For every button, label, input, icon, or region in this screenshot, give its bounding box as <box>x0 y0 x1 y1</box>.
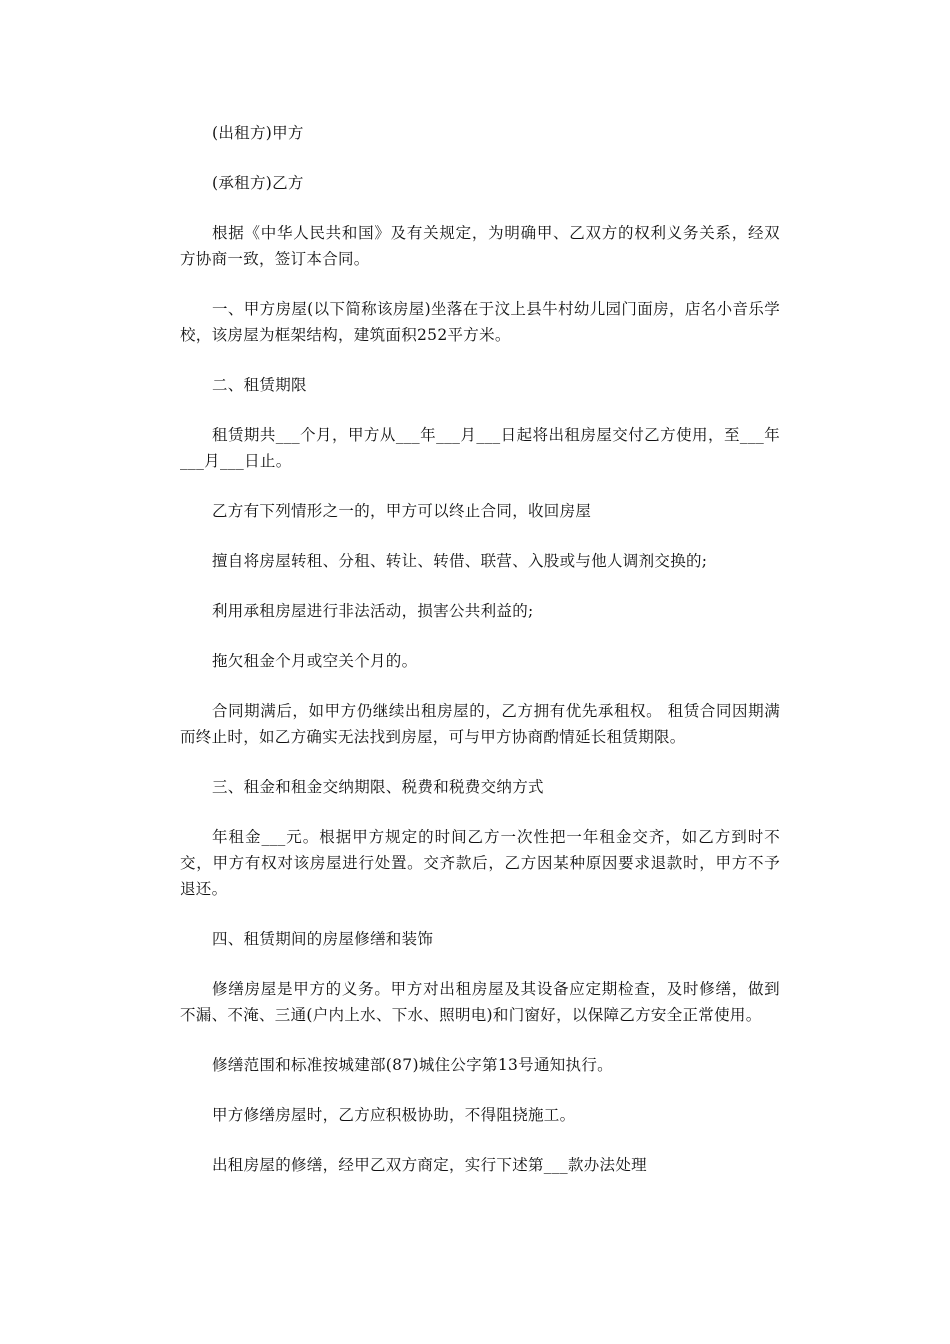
repair-duty-paragraph: 修缮房屋是甲方的义务。甲方对出租房屋及其设备应定期检查，及时修缮，做到不漏、不淹、三通(户内上水、下水、照明电)和门窗好，以保障乙方安全正常使用。 <box>180 980 780 1024</box>
lease-term-paragraph: 租赁期共___个月，甲方从___年___月___日起将出租房屋交付乙方使用，至___年___月___日止。 <box>180 426 780 470</box>
termination-item-arrears: 拖欠租金个月或空关个月的。 <box>212 652 418 670</box>
section-2-heading: 二、租赁期限 <box>212 376 307 394</box>
lessor-party-line: (出租方)甲方 <box>212 124 304 142</box>
preamble-paragraph: 根据《中华人民共和国》及有关规定，为明确甲、乙双方的权利义务关系，经双方协商一致，签订本合同。 <box>180 224 780 268</box>
termination-conditions-paragraph: 乙方有下列情形之一的，甲方可以终止合同，收回房屋 <box>212 502 592 520</box>
lessee-party-line: (承租方)乙方 <box>212 174 304 192</box>
section-3-heading: 三、租金和租金交纳期限、税费和税费交纳方式 <box>212 778 544 796</box>
repair-method-paragraph: 出租房屋的修缮，经甲乙双方商定，实行下述第___款办法处理 <box>212 1156 647 1174</box>
repair-cooperation-paragraph: 甲方修缮房屋时，乙方应积极协助，不得阻挠施工。 <box>212 1106 576 1124</box>
repair-scope-paragraph: 修缮范围和标准按城建部(87)城住公字第13号通知执行。 <box>212 1056 613 1074</box>
termination-item-illegal: 利用承租房屋进行非法活动，损害公共利益的; <box>212 602 534 620</box>
termination-item-sublet: 擅自将房屋转租、分租、转让、转借、联营、入股或与他人调剂交换的; <box>212 552 708 570</box>
document-body <box>180 120 780 1178</box>
section-4-heading: 四、租赁期间的房屋修缮和装饰 <box>212 930 434 948</box>
clause-1-paragraph: 一、甲方房屋(以下简称该房屋)坐落在于汶上县牛村幼儿园门面房，店名小音乐学校，该房屋为框架结构，建筑面积252平方米。 <box>180 300 780 344</box>
rent-paragraph: 年租金___元。根据甲方规定的时间乙方一次性把一年租金交齐，如乙方到时不交，甲方有权对该房屋进行处置。交齐款后，乙方因某种原因要求退款时，甲方不予退还。 <box>180 828 780 898</box>
renewal-paragraph: 合同期满后，如甲方仍继续出租房屋的，乙方拥有优先承租权。 租赁合同因期满而终止时，如乙方确实无法找到房屋，可与甲方协商酌情延长租赁期限。 <box>180 702 780 746</box>
